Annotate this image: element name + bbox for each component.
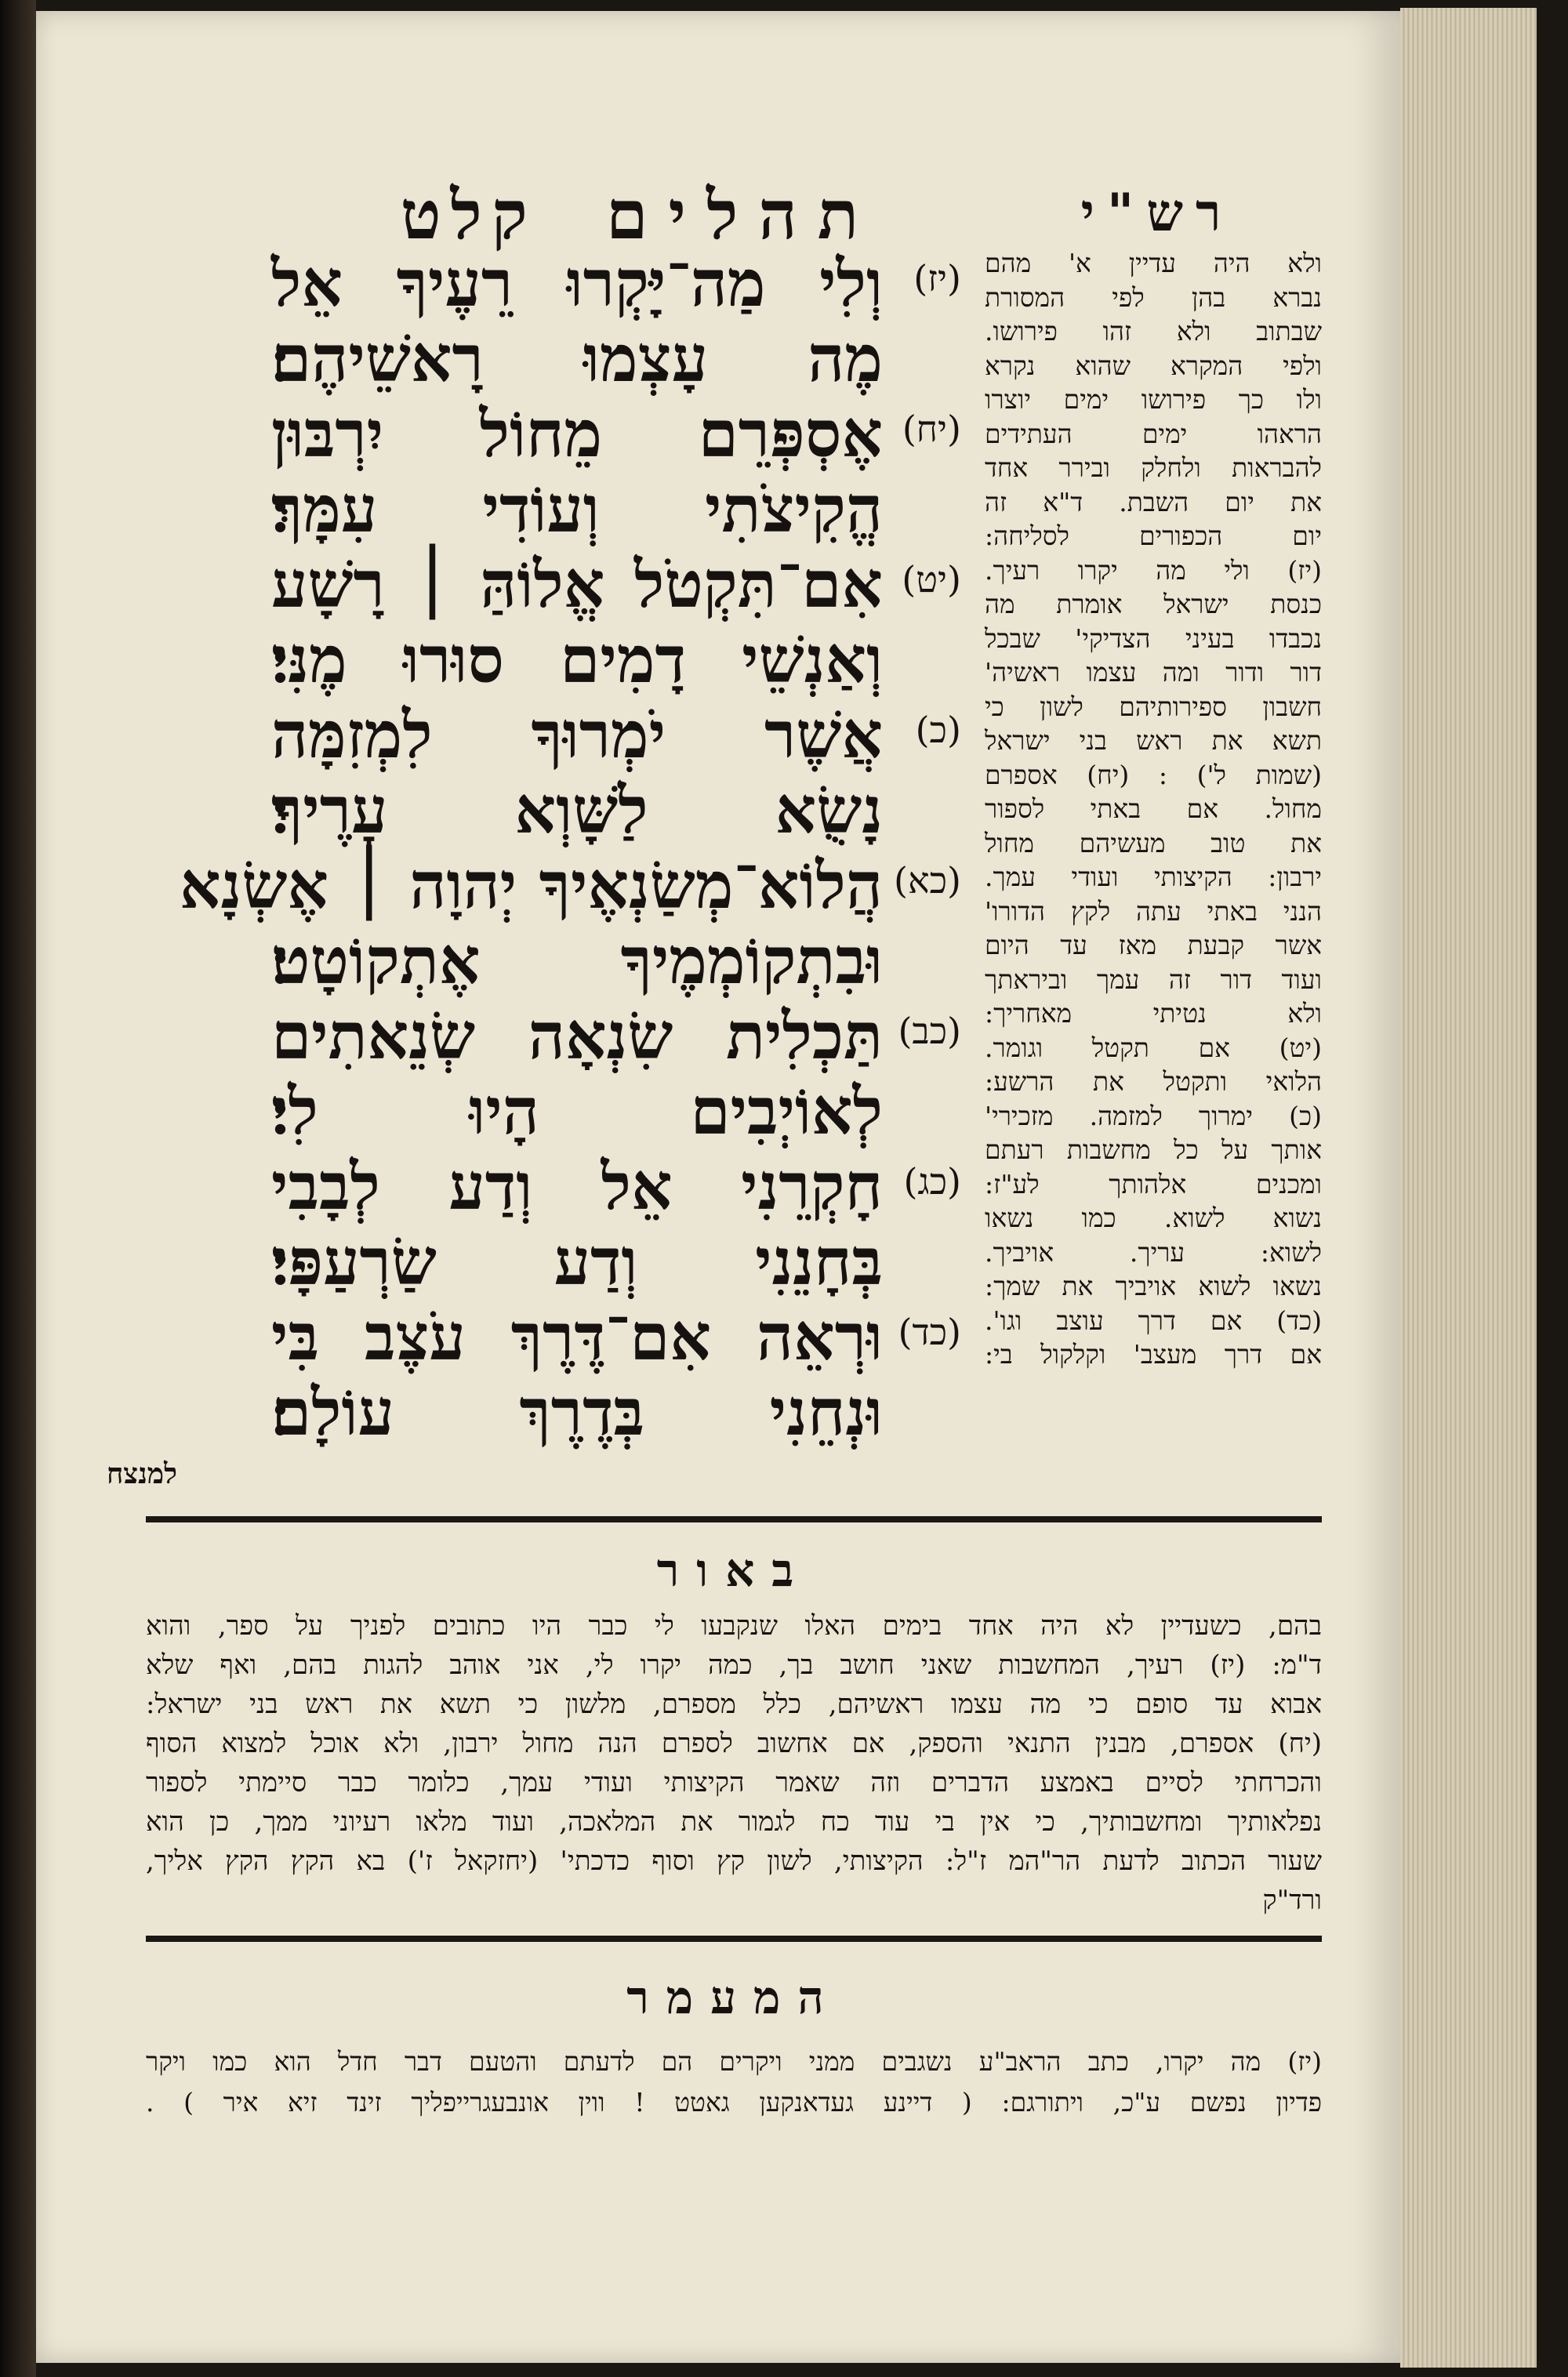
rashi-line: אם דרך מעצב' וקלקול בי: — [985, 1339, 1322, 1370]
verse-number: (כא) — [894, 859, 961, 902]
rashi-line: (כד) אם דרך עוצב וגו'. — [985, 1305, 1322, 1336]
verse-number: (יז) — [913, 257, 961, 299]
verse-number: (יט) — [902, 558, 961, 601]
rashi-line: אשר קבעת מאז עד היום — [985, 930, 1322, 960]
rashi-line: נכבדו בעיני הצדיקי' שבכל — [985, 622, 1322, 654]
rashi-line: להבראות ולחלק ובירר אחד — [985, 452, 1322, 483]
rashi-line: את יום השבת. ד"א זה — [985, 486, 1322, 517]
verse-line: וְלִי מַה־יָּקְרוּ רֵעֶיךָ אֵל — [271, 246, 883, 321]
verse — [271, 1149, 961, 1300]
biur-commentary — [146, 1606, 1322, 1920]
book-spine — [0, 0, 36, 2377]
verse-line: אֲשֶׁר יֹמְרוּךָ לִמְזִמָּה — [271, 698, 883, 773]
rashi-line: מחול. אם באתי לספור — [985, 793, 1322, 824]
page-header — [303, 176, 977, 255]
rashi-line: נשוא לשוא. כמו נשאו — [985, 1203, 1322, 1233]
rashi-line: נשאו לשוא אויביך את שמך: — [985, 1271, 1322, 1301]
verse-line: תַּכְלִית שִׂנְאָה שְׂנֵאתִים — [271, 999, 883, 1074]
page-edges — [1400, 8, 1568, 2368]
hameamer-commentary — [146, 2041, 1322, 2123]
rashi-line: כנסת ישראל אומרת מה — [985, 589, 1322, 619]
rashi-line: הלואי ותקטל את הרשע: — [985, 1066, 1322, 1097]
verse-line: הֲלוֹא־מְשַׂנְאֶיךָ יְהוָה ׀ אֶשְׂנָא — [180, 848, 883, 924]
hameamer-line: (יז) מה יקרו, כתב הראב"ע נשגבים ממני ויקרים הם לדעתם והטעם דבר חדל הוא כמו ויקר — [146, 2046, 1322, 2077]
verse-line: וּרְאֵה אִם־דֶּרֶךְ עֹצֶב בִּי — [271, 1300, 883, 1375]
rashi-line: ולא נטיתי מאחריך: — [985, 998, 1322, 1029]
biur-line: ורד"ק — [1262, 1885, 1322, 1916]
divider-rule — [146, 1516, 1322, 1522]
verse-line: לְאוֹיְבִים הָיוּ לִי׃ — [271, 1074, 883, 1149]
verse-line: מֶה עָצְמוּ רָאשֵׁיהֶם׃ — [271, 321, 883, 397]
verse-line: וּבִתְקוֹמְמֶיךָ אֶתְקוֹטָט׃ — [271, 924, 883, 999]
verse-line: אִם־תִּקְטֹל אֱלוֹהַּ ׀ רָשָׁע — [271, 547, 883, 622]
verse-number: (כב) — [898, 1010, 961, 1052]
rashi-line: את טוב מעשיהם מחול — [985, 827, 1322, 858]
catchword: למנצח — [106, 1457, 177, 1490]
rashi-line: חשבון ספירותיהם לשון כי — [985, 691, 1322, 722]
verse — [271, 698, 961, 848]
rashi-line: ולו כך פירושו ימים יוצרו — [985, 384, 1322, 415]
verse-line: חָקְרֵנִי אֵל וְדַע לְבָבִי — [271, 1149, 883, 1225]
rashi-line: הראהו ימים העתידים — [985, 418, 1322, 449]
rashi-line: ולפי המקרא שהוא נקרא — [985, 350, 1322, 381]
verses-column — [180, 246, 961, 1450]
divider-rule — [146, 1936, 1322, 1942]
biur-line: ד"מ: (יז) רעיך, המחשבות שאני חושב בך, כמה יקרו לי, אני אוהב להגות בהם, ואף שלא — [146, 1649, 1322, 1681]
rashi-line: יום הכפורים לסליחה: — [985, 521, 1322, 551]
rashi-commentary — [985, 246, 1322, 1372]
rashi-line: נברא בהן לפי המסורת — [985, 281, 1322, 313]
rashi-line: ועוד דור זה עמך וביראתך — [985, 964, 1322, 995]
biur-line: אבוא עד סופם כי מה עצמו ראשיהם, כלל מספרם, מלשון כי תשא את ראש בני ישראל: — [146, 1689, 1322, 1720]
verse — [271, 1300, 961, 1450]
verse-number: (כג) — [903, 1160, 961, 1203]
verse-line: בְּחָנֵנִי וְדַע שַׂרְעַפָּי׃ — [271, 1225, 883, 1300]
verse-line: הֱקִיצֹתִי וְעוֹדִי עִמָּךְ׃ — [271, 472, 883, 547]
biur-title: באור — [656, 1544, 811, 1597]
hameamer-line: פדיון נפשם ע"כ, ויתורגם: ( דיינע געדאנקען גאטט ! ווין אונבעגרייפליך זינד זיא איר ) . — [146, 2087, 1322, 2118]
rashi-line: (שמות ל') : (יח) אספרם — [985, 759, 1322, 790]
verse — [271, 397, 961, 547]
verse — [180, 848, 961, 999]
rashi-line: לשוא: עריך. אויביך. — [985, 1236, 1322, 1268]
verse-line: וּנְחֵנִי בְּדֶרֶךְ עוֹלָם׃ — [271, 1375, 883, 1450]
rashi-line: ולא היה עדיין א' מהם — [985, 248, 1322, 278]
book-page — [36, 11, 1400, 2363]
verse — [271, 246, 961, 397]
verse — [271, 547, 961, 698]
biur-line: בהם, כשעדיין לא היה אחד בימים האלו שנקבעו לי כבר היו כתובים לפניך על ספר, והוא — [146, 1610, 1322, 1642]
rashi-line: ירבון: הקיצותי ועודי עמך. — [985, 862, 1322, 892]
verse-line: וְאַנְשֵׁי דָמִים סוּרוּ מֶנִּי׃ — [271, 622, 883, 698]
verse — [271, 999, 961, 1149]
verse-number: (כד) — [898, 1311, 961, 1353]
verse-number: (יח) — [902, 408, 961, 450]
biur-line: נפלאותיך ומחשבותיך, כי אין בי עוד כח לגמור את המלאכה, ועוד מלאו רעיוני ממך, כן הוא — [146, 1806, 1322, 1838]
rashi-line: דור ודור ומה עצמו ראשיה' — [985, 657, 1322, 688]
rashi-line: ומכנים אלהותך לע"ז: — [985, 1168, 1322, 1199]
rashi-line: שבתוב ולא זהו פירושו. — [985, 316, 1322, 347]
rashi-line: אותך על כל מחשבות רעתם — [985, 1134, 1322, 1165]
rashi-line: הנני באתי עתה לקץ הדורו' — [985, 895, 1322, 927]
hameamer-title: המעמר — [626, 1971, 841, 2024]
rashi-line: תשא את ראש בני ישראל — [985, 725, 1322, 756]
book-title: תהלים — [605, 176, 880, 255]
biur-line: והכרחתי לסיים באמצע הדברים וזה שאמר הקיצותי ועודי עמך, כלומר כבר סיימתי לספור — [146, 1767, 1322, 1798]
verse-number: (כ) — [915, 709, 961, 751]
rashi-line: (יט) אם תקטל וגומר. — [985, 1032, 1322, 1063]
biur-line: (יח) אספרם, מבנין התנאי והספק, אם אחשוב לספרם הנה מחול ירבון, ולא אוכל למצוא הסוף — [146, 1728, 1322, 1759]
biur-line: שעור הכתוב לדעת הר"המ ז"ל: הקיצותי, לשון קץ וסוף כדכתי' (יחזקאל ז') בא הקץ הקץ אליך, — [146, 1845, 1322, 1877]
verse-line: אֶסְפְּרֵם מֵחוֹל יִרְבּוּן — [271, 397, 883, 472]
verse-line: נָשֻׂא לַשָּׁוְא עָרֶיךָ׃ — [271, 773, 883, 848]
rashi-line: (כ) ימרוך למזמה. מזכירי' — [985, 1100, 1322, 1131]
psalm-number: קלט — [400, 176, 537, 255]
rashi-header: רש"י — [1080, 182, 1234, 243]
rashi-line: (יז) ולי מה יקרו רעיך. — [985, 554, 1322, 586]
